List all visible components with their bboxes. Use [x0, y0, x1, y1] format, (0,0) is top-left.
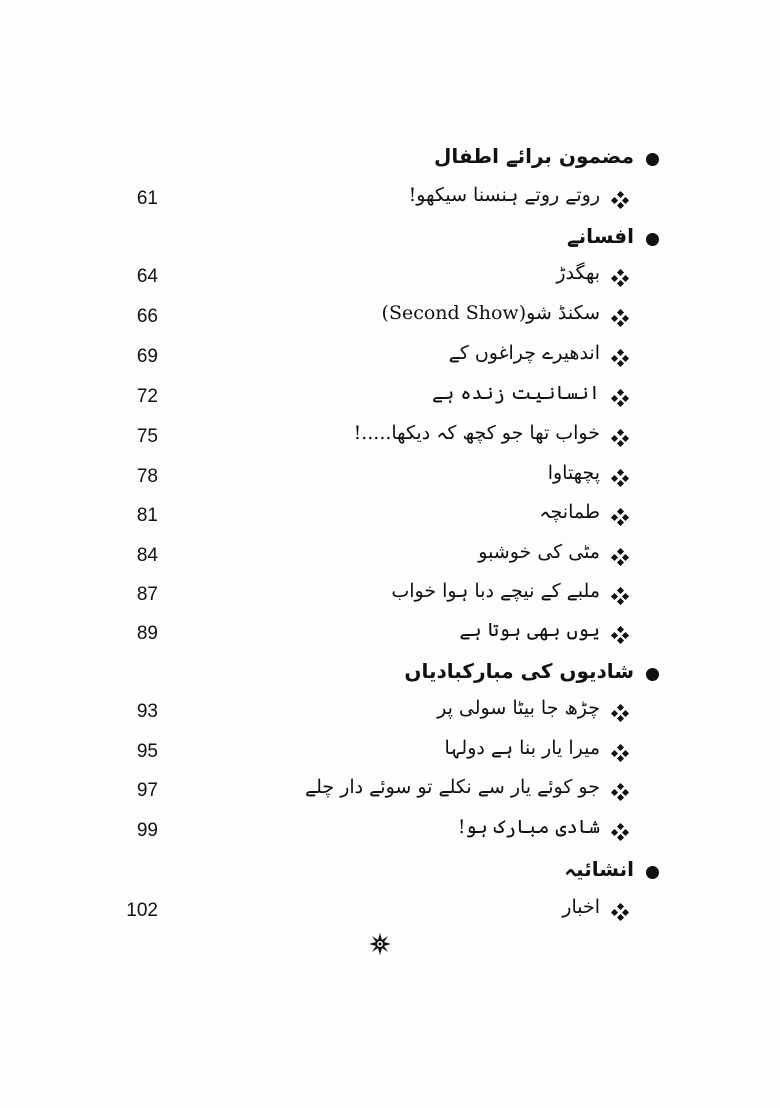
entry-title: پچھتاوا	[547, 462, 600, 484]
section-title: انشائیہ	[564, 857, 634, 881]
page-number: 66	[136, 306, 158, 327]
page-number: 84	[136, 545, 158, 566]
page-number: 97	[136, 780, 158, 801]
page-number: 72	[136, 386, 158, 407]
toc-section-heading	[0, 220, 780, 260]
page-number: 69	[136, 346, 158, 367]
section-title: شادیوں کی مبارکبادیاں	[404, 659, 634, 683]
toc-entry[interactable]	[0, 298, 780, 338]
page-number: 95	[136, 741, 158, 762]
entry-title: طمانچہ	[539, 501, 600, 523]
diamond-bullet-icon	[612, 310, 628, 326]
section-bullet-icon	[646, 866, 659, 879]
diamond-bullet-icon	[612, 192, 628, 208]
toc-entry[interactable]	[0, 576, 780, 616]
section-bullet-icon	[646, 153, 659, 166]
eight-point-star-icon	[369, 933, 391, 955]
toc-entry[interactable]	[0, 693, 780, 733]
diamond-bullet-icon	[612, 270, 628, 286]
toc-entry[interactable]	[0, 772, 780, 812]
entry-title: یوں بھی ہوتا ہے	[459, 619, 600, 641]
toc-entry[interactable]	[0, 733, 780, 773]
entry-title: چڑھ جا بیٹا سولی پر	[437, 697, 600, 719]
toc-section-heading	[0, 140, 780, 180]
diamond-bullet-icon	[612, 470, 628, 486]
diamond-bullet-icon	[612, 509, 628, 525]
entry-title: خواب تھا جو کچھ کہ دیکھا.....!	[353, 422, 600, 444]
diamond-bullet-icon	[612, 430, 628, 446]
diamond-bullet-icon	[612, 588, 628, 604]
section-bullet-icon	[646, 233, 659, 246]
entry-title: مٹی کی خوشبو	[478, 541, 600, 563]
page-number: 99	[136, 820, 158, 841]
section-title: افسانے	[566, 224, 634, 248]
toc-section-heading	[0, 853, 780, 893]
page-number: 78	[136, 466, 158, 487]
toc-entry[interactable]	[0, 812, 780, 852]
diamond-bullet-icon	[612, 745, 628, 761]
entry-title: اخبار	[562, 896, 600, 918]
page-number: 75	[136, 426, 158, 447]
diamond-bullet-icon	[612, 904, 628, 920]
toc-entry[interactable]	[0, 258, 780, 298]
toc-entry[interactable]	[0, 497, 780, 537]
diamond-bullet-icon	[612, 390, 628, 406]
toc-entry[interactable]	[0, 180, 780, 220]
page-number: 87	[136, 584, 158, 605]
entry-title: میرا یار بنا ہے دولہا	[444, 737, 600, 759]
toc-entry[interactable]	[0, 338, 780, 378]
toc-section-heading	[0, 655, 780, 695]
entry-title: بھگدڑ	[556, 262, 600, 284]
entry-title: روتے روتے ہنسنا سیکھو!	[408, 184, 600, 206]
entry-title: اندھیرے چراغوں کے	[448, 342, 600, 364]
entry-title: ملبے کے نیچے دبا ہوا خواب	[391, 580, 600, 602]
toc-entry[interactable]	[0, 378, 780, 418]
section-title: مضمون برائے اطفال	[433, 144, 634, 168]
diamond-bullet-icon	[612, 705, 628, 721]
page-number: 89	[136, 623, 158, 644]
toc-entry[interactable]	[0, 458, 780, 498]
diamond-bullet-icon	[612, 549, 628, 565]
toc-entry[interactable]	[0, 537, 780, 577]
diamond-bullet-icon	[612, 350, 628, 366]
section-bullet-icon	[646, 668, 659, 681]
entry-title: انسانیت زندہ ہے	[432, 382, 600, 404]
toc-entry[interactable]	[0, 615, 780, 655]
page-number: 64	[136, 266, 158, 287]
toc-entry[interactable]	[0, 418, 780, 458]
diamond-bullet-icon	[612, 784, 628, 800]
page-number: 93	[136, 701, 158, 722]
entry-title: شادی مبارک ہو!	[457, 816, 600, 838]
entry-title: سکنڈ شو(Second Show)	[381, 302, 600, 324]
entry-title: جو کوئے یار سے نکلے تو سوئے دار چلے	[304, 776, 600, 798]
toc-entry[interactable]	[0, 892, 780, 932]
page-number: 61	[136, 188, 158, 209]
diamond-bullet-icon	[612, 627, 628, 643]
page-number: 81	[136, 505, 158, 526]
diamond-bullet-icon	[612, 824, 628, 840]
page-number: 102	[126, 900, 158, 921]
